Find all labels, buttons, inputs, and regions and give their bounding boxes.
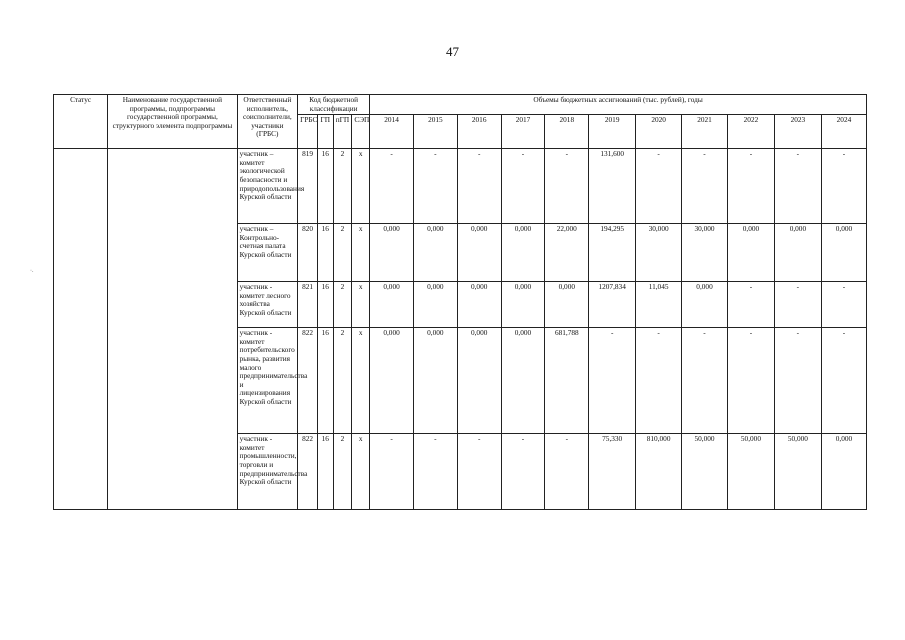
value-cell: - bbox=[501, 434, 545, 510]
value-cell: 50,000 bbox=[727, 434, 774, 510]
value-cell: 0,000 bbox=[370, 282, 414, 328]
header-year: 2020 bbox=[636, 115, 682, 149]
value-cell: 0,000 bbox=[545, 282, 589, 328]
value-cell: - bbox=[457, 149, 501, 224]
header-year: 2023 bbox=[774, 115, 821, 149]
header-code-sep: СЭП bbox=[352, 115, 370, 149]
value-cell: - bbox=[727, 328, 774, 434]
code-cell: 822 bbox=[298, 434, 318, 510]
margin-mark: ·. bbox=[30, 268, 34, 274]
code-cell: 821 bbox=[298, 282, 318, 328]
header-year: 2022 bbox=[727, 115, 774, 149]
header-year: 2021 bbox=[682, 115, 728, 149]
header-code-gp: ГП bbox=[317, 115, 333, 149]
value-cell: - bbox=[821, 149, 866, 224]
value-cell: - bbox=[821, 328, 866, 434]
value-cell: 0,000 bbox=[413, 224, 457, 282]
header-name: Наименование государственной программы, подпрограммы государственной программы, структурного элемента подпрограммы bbox=[108, 95, 237, 149]
value-cell: 22,000 bbox=[545, 224, 589, 282]
value-cell: - bbox=[589, 328, 636, 434]
code-cell: 16 bbox=[317, 282, 333, 328]
code-cell: 819 bbox=[298, 149, 318, 224]
value-cell: - bbox=[682, 328, 728, 434]
responsible-cell: участник - комитет потребительского рынка, развития малого предпринимательства и лицензирования Курской области bbox=[237, 328, 298, 434]
value-cell: 0,000 bbox=[821, 224, 866, 282]
value-cell: 194,295 bbox=[589, 224, 636, 282]
code-cell: 2 bbox=[333, 434, 352, 510]
value-cell: - bbox=[774, 149, 821, 224]
responsible-cell: участник - комитет лесного хозяйства Курской области bbox=[237, 282, 298, 328]
value-cell: 1207,834 bbox=[589, 282, 636, 328]
value-cell: - bbox=[727, 282, 774, 328]
status-cell bbox=[54, 149, 108, 510]
value-cell: 75,330 bbox=[589, 434, 636, 510]
value-cell: 50,000 bbox=[774, 434, 821, 510]
header-year: 2024 bbox=[821, 115, 866, 149]
value-cell: 0,000 bbox=[501, 224, 545, 282]
code-cell: х bbox=[352, 282, 370, 328]
value-cell: - bbox=[774, 328, 821, 434]
value-cell: 0,000 bbox=[457, 224, 501, 282]
value-cell: 30,000 bbox=[682, 224, 728, 282]
page-number: 47 bbox=[446, 44, 459, 59]
responsible-cell: участник - комитет промышленности, торговли и предпринимательства Курской области bbox=[237, 434, 298, 510]
value-cell: 0,000 bbox=[682, 282, 728, 328]
budget-table bbox=[53, 94, 867, 510]
value-cell: 0,000 bbox=[457, 328, 501, 434]
header-volumes: Объемы бюджетных ассигнований (тыс. рублей), годы bbox=[370, 95, 867, 115]
header-year: 2018 bbox=[545, 115, 589, 149]
code-cell: х bbox=[352, 434, 370, 510]
code-cell: 820 bbox=[298, 224, 318, 282]
code-cell: 16 bbox=[317, 328, 333, 434]
code-cell: 16 bbox=[317, 224, 333, 282]
code-cell: 822 bbox=[298, 328, 318, 434]
value-cell: - bbox=[682, 149, 728, 224]
value-cell: 0,000 bbox=[501, 282, 545, 328]
code-cell: 16 bbox=[317, 434, 333, 510]
value-cell: - bbox=[636, 149, 682, 224]
value-cell: 131,600 bbox=[589, 149, 636, 224]
header-budget-code: Код бюджетной классификации bbox=[298, 95, 370, 115]
code-cell: 2 bbox=[333, 224, 352, 282]
value-cell: 0,000 bbox=[413, 282, 457, 328]
value-cell: 0,000 bbox=[501, 328, 545, 434]
value-cell: - bbox=[545, 434, 589, 510]
value-cell: - bbox=[370, 149, 414, 224]
code-cell: 2 bbox=[333, 328, 352, 434]
value-cell: 11,045 bbox=[636, 282, 682, 328]
code-cell: х bbox=[352, 149, 370, 224]
header-year: 2014 bbox=[370, 115, 414, 149]
value-cell: 0,000 bbox=[774, 224, 821, 282]
code-cell: х bbox=[352, 328, 370, 434]
value-cell: 30,000 bbox=[636, 224, 682, 282]
value-cell: - bbox=[821, 282, 866, 328]
code-cell: 2 bbox=[333, 149, 352, 224]
header-year: 2016 bbox=[457, 115, 501, 149]
value-cell: - bbox=[413, 149, 457, 224]
value-cell: 0,000 bbox=[727, 224, 774, 282]
value-cell: 0,000 bbox=[370, 328, 414, 434]
value-cell: 0,000 bbox=[413, 328, 457, 434]
value-cell: 810,000 bbox=[636, 434, 682, 510]
value-cell: - bbox=[727, 149, 774, 224]
code-cell: 2 bbox=[333, 282, 352, 328]
header-responsible: Ответственный исполнитель, соисполнители, участники (ГРБС) bbox=[237, 95, 298, 149]
value-cell: - bbox=[545, 149, 589, 224]
value-cell: 0,000 bbox=[821, 434, 866, 510]
table-row bbox=[54, 149, 867, 224]
value-cell: 681,788 bbox=[545, 328, 589, 434]
header-code-pgp: пГП bbox=[333, 115, 352, 149]
value-cell: 0,000 bbox=[457, 282, 501, 328]
value-cell: 50,000 bbox=[682, 434, 728, 510]
responsible-cell: участник – комитет экологической безопасности и природопользования Курской области bbox=[237, 149, 298, 224]
name-cell bbox=[108, 149, 237, 510]
value-cell: 0,000 bbox=[370, 224, 414, 282]
code-cell: х bbox=[352, 224, 370, 282]
value-cell: - bbox=[501, 149, 545, 224]
header-row-top bbox=[54, 95, 867, 115]
value-cell: - bbox=[457, 434, 501, 510]
responsible-cell: участник – Контрольно-счетная палата Курской области bbox=[237, 224, 298, 282]
value-cell: - bbox=[370, 434, 414, 510]
header-status: Статус bbox=[54, 95, 108, 149]
header-code-grbs: ГРБС bbox=[298, 115, 318, 149]
value-cell: - bbox=[413, 434, 457, 510]
header-year: 2017 bbox=[501, 115, 545, 149]
header-year: 2019 bbox=[589, 115, 636, 149]
code-cell: 16 bbox=[317, 149, 333, 224]
value-cell: - bbox=[774, 282, 821, 328]
value-cell: - bbox=[636, 328, 682, 434]
header-year: 2015 bbox=[413, 115, 457, 149]
